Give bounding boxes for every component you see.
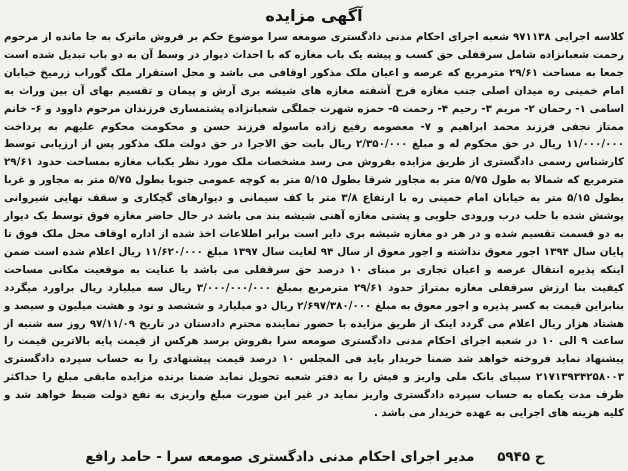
notice-signature: مدیر اجرای احکام مدنی دادگستری صومعه سرا - حامد رافع bbox=[85, 449, 475, 465]
notice-title: آگهی مزایده bbox=[265, 6, 363, 25]
notice-code: ح ۵۹۴۵ bbox=[497, 449, 545, 465]
notice-footer bbox=[8, 446, 622, 468]
notice-body: کلاسه اجرایی ۹۷۱۱۳۸ شعبه اجرای احکام مدنی دادگستری صومعه سرا موضوع حکم بر فروش ماترک به جا مانده از مرحوم رحمت شعبانزاده شامل سرقفلی حق کسب و پیشه یک باب مغازه که با احداث دیوار در وسط آن به دو باب تبدیل شده است جمعا به مساحت ۲۹/۶۱ مترمربع که عرصه و اعیان ملک مذکور اوقافی می باشد و محل استقرار ملک گوراب زرمیخ خیابان امام خمینی ره میدان اصلی جنب مغازه فرح آشفته مغازه های شیشه بری آرش و پیمان و تقسیم بهای آن بین وراث به اسامی ۱- رحمان ۲- مریم ۳- رحیم ۴- رحمت ۵- حمزه شهرت جملگی شعبانزاده پشتمساری فرزندان مرحوم داوود و ۶- خانم ممتاز نجفی فرزند محمد ابراهیم و ۷- معصومه رفیع زاده ماسوله فرزند حسن و محکومت محکوم علیهم به پرداخت ۱۱/۰۰۰/۰۰۰ ریال در حق محکوم له و مبلغ ۲/۳۵۰/۰۰۰ ریال بابت حق الاجرا در حق دولت ملک مذکور پس از ارزیابی توسط کارشناس رسمی دادگستری از طریق مزایده بفروش می رسد مشخصات ملک مورد نظر یکباب مغازه بمساحت حدود ۲۹/۶۱ مترمربع که شمالا به طول ۵/۷۵ متر به مجاور شرقا بطول ۵/۱۵ متر به کوچه عمومی جنوبا بطول ۵/۷۵ متر به مجاور و غربا بطول ۵/۱۵ متر به خیابان امام خمینی ره با ارتفاع ۳/۸ متر با کف سیمانی و دیوارهای گچکاری و سقف نهایی شیروانی پوشش شده با حلب درب ورودی جلویی و پشتی مغازه آهنی شیشه بند می باشد در حال حاضر مغازه فوق توسط یک دیوار به دو قسمت تقسیم شده و در هر دو مغازه شیشه بری دایر است برابر اطلاعات اخذ شده از اداره اوقاف محل ملک فوق تا پایان سال ۱۳۹۴ اجور معوق نداشته و اجور معوق از سال ۹۴ لغایت سال ۱۳۹۷ مبلغ ۱۱/۶۲۰/۰۰۰ ریال اعلام شده است ضمن اینکه پذیره انتقال عرصه و اعیان تجاری بر مبنای ۱۰ درصد حق سرقفلی می باشد با عنایت به موقعیت مکانی مساحت کیفیت بنا ارزش سرقفلی مغازه بمتراژ حدود ۲۹/۶۱ مترمربع بمبلغ ۳/۰۰۰/۰۰۰/۰۰۰ ریال سه میلیارد ریال براورد میگردد بنابراین قیمت به کسر پذیره و اجور معوق به مبلغ ۲/۶۹۷/۳۸۰/۰۰۰ ریال دو میلیارد و ششصد و نود و هشت میلیون و سیصد و هشتاد هزار ریال اعلام می گردد اینک از طریق مزایده با حضور نماینده محترم دادستان در تاریخ ۹۷/۱۱/۰۹ روز سه شنبه از ساعت ۹ الی ۱۰ در شعبه اجرای احکام مدنی دادگستری صومعه سرا بفروش برسد هرکس از قیمت پایه بالاترین قیمت را پیشنهاد نماید فروخته خواهد شد ضمنا خریدار باید فی المجلس ۱۰ درصد قیمت پیشنهادی را به حساب سپرده دادگستری ۲۱۷۱۳۹۳۴۲۵۸۰۰۳ سیبای بانک ملی واریز و فیش را به دفتر شعبه تحویل نماید ضمنا برنده مزایده مابقی مبلغ را حداکثر ظرف مدت یکماه به حساب سپرده دادگستری واریز نماید در غیر این صورت مبلغ واریزی به نفع دولت ضبط خواهد شد و کلیه هزینه های اجرایی به عهده خریدار می باشد . bbox=[4, 31, 625, 420]
